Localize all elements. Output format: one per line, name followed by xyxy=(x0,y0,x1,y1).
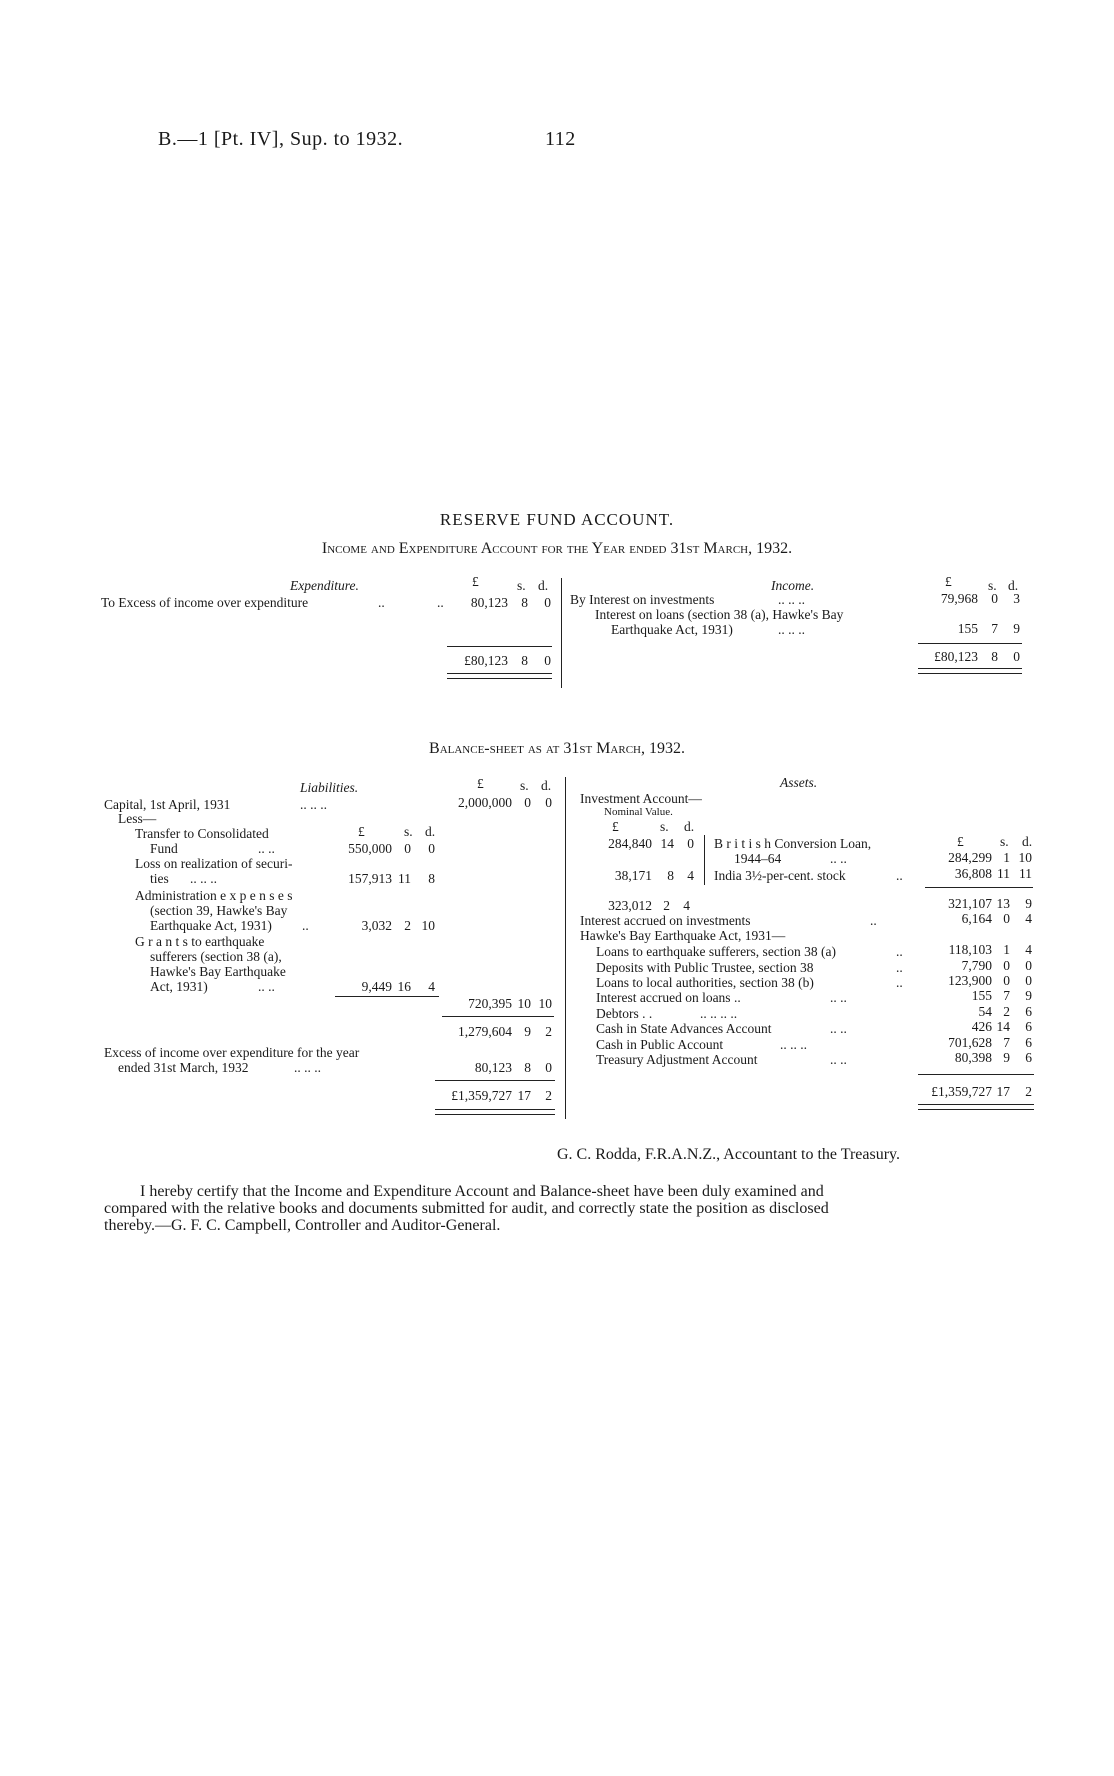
bs-loans-local-shillings: 0 xyxy=(1003,973,1010,988)
bs-int-inv: Interest accrued on investments xyxy=(580,913,751,928)
bs-treasury-dots: .. .. xyxy=(830,1052,847,1067)
bs-inv-total-pence: 9 xyxy=(1025,896,1032,911)
bs-assets-pound-head: £ xyxy=(957,834,964,849)
ie-inc-amt1-shillings: 0 xyxy=(991,591,998,606)
bs-assets-d-head: d. xyxy=(1022,834,1033,849)
bs-admin-a: Administration e x p e n s e s xyxy=(135,888,293,903)
bs-sub-d-head: d. xyxy=(425,824,436,839)
bs-assets-total-pence: 2 xyxy=(1025,1084,1032,1099)
bs-cash-public-shillings: 7 xyxy=(1003,1035,1010,1050)
bs-grants-d: Act, 1931) xyxy=(150,979,208,994)
bs-loans-eq: Loans to earthquake sufferers, section 38 (a) xyxy=(596,944,837,959)
bs-less-rule xyxy=(335,996,439,997)
bs-inv-account: Investment Account— xyxy=(580,791,702,806)
bs-deposits-pounds: 7,790 xyxy=(961,958,992,973)
bs-transfer-dots: .. .. xyxy=(258,841,275,856)
bs-transfer-a: Transfer to Consolidated xyxy=(135,826,269,841)
ie-inc-total-pence: 0 xyxy=(1013,649,1020,664)
bs-grants-a: G r a n t s to earthquake xyxy=(135,934,265,949)
bs-debtors-pounds: 54 xyxy=(978,1004,992,1019)
bs-capital-dots: .. .. .. xyxy=(300,797,327,812)
ie-inc-total-pounds: £80,123 xyxy=(934,649,978,664)
bs-inv2-nom-shillings: 8 xyxy=(667,868,674,883)
bs-assets-total-pounds: £1,359,727 xyxy=(931,1084,992,1099)
bs-debtors-pence: 6 xyxy=(1025,1004,1032,1019)
accountant-signature: G. C. Rodda, F.R.A.N.Z., Accountant to the Treasury. xyxy=(557,1146,900,1163)
bs-liab-s-head: s. xyxy=(520,778,529,793)
bs-deposits: Deposits with Public Trustee, section 38 xyxy=(596,960,814,975)
bs-liab-total-rule xyxy=(435,1080,555,1081)
bs-admin-b: (section 39, Hawke's Bay xyxy=(150,903,288,918)
document-title: RESERVE FUND ACCOUNT. xyxy=(439,510,675,529)
bs-inv-nom-total-pounds: 323,012 xyxy=(608,898,652,913)
bs-loans-eq-shillings: 1 xyxy=(1003,942,1010,957)
ie-exp-d-head: d. xyxy=(538,578,549,593)
bs-assets-double-rule xyxy=(918,1104,1034,1110)
bs-int-loans-pence: 9 xyxy=(1025,988,1032,1003)
bs-treasury-pounds: 80,398 xyxy=(954,1050,992,1065)
bs-inv1-a: B r i t i s h Conversion Loan, xyxy=(714,836,872,851)
bs-liab-total-pounds: £1,359,727 xyxy=(451,1088,512,1103)
bs-treasury-pence: 6 xyxy=(1025,1050,1032,1065)
bs-inv1-nom-pence: 0 xyxy=(687,836,694,851)
bs-capital-pence: 0 xyxy=(545,795,552,810)
expenditure-heading: Expenditure. xyxy=(290,578,359,593)
bs-loss-shillings: 11 xyxy=(398,871,411,886)
bs-sub-s-head: s. xyxy=(404,824,413,839)
ie-inc-line2b: Earthquake Act, 1931) xyxy=(611,622,733,637)
ie-title: Income and Expenditure Account for the Year ended 31st March, 1932. xyxy=(321,540,793,557)
bs-inv-rule xyxy=(925,887,1033,888)
ie-exp-total-pounds: £80,123 xyxy=(464,653,508,668)
bs-debtors-shillings: 2 xyxy=(1003,1004,1010,1019)
bs-inv-nom-total-shillings: 2 xyxy=(663,898,670,913)
certificate-line-1: I hereby certify that the Income and Expenditure Account and Balance-sheet have been duly examined and xyxy=(140,1183,824,1200)
bs-inv2-pounds: 36,808 xyxy=(954,866,992,881)
bs-admin-pounds: 3,032 xyxy=(361,918,392,933)
bs-assets-s-head: s. xyxy=(1000,834,1009,849)
ie-inc-amt2-shillings: 7 xyxy=(991,621,998,636)
bs-debtors-dots: .. .. .. .. xyxy=(700,1006,738,1021)
bs-treasury-shillings: 9 xyxy=(1003,1050,1010,1065)
bs-capital-pounds: 2,000,000 xyxy=(458,795,512,810)
bs-int-inv-pence: 4 xyxy=(1025,911,1032,926)
ie-exp-pound-head: £ xyxy=(472,574,479,589)
bs-loans-local-pence: 0 xyxy=(1025,973,1032,988)
bs-subtotal-shillings: 9 xyxy=(524,1024,531,1039)
bs-loans-local-pounds: 123,900 xyxy=(948,973,992,988)
bs-nom-s-head: s. xyxy=(660,819,669,834)
ie-inc-line2-dots: .. .. .. xyxy=(778,622,805,637)
bs-admin-c: Earthquake Act, 1931) xyxy=(150,918,272,933)
bs-int-loans-dots: .. .. xyxy=(830,990,847,1005)
bs-int-inv-shillings: 0 xyxy=(1003,911,1010,926)
bs-loss-pence: 8 xyxy=(428,871,435,886)
bs-assets-total-shillings: 17 xyxy=(996,1084,1010,1099)
ie-inc-rule xyxy=(918,643,1022,644)
liabilities-heading: Liabilities. xyxy=(300,780,359,795)
bs-sub-pound-head: £ xyxy=(358,824,365,839)
ie-exp-rule xyxy=(447,646,552,647)
ie-inc-line1: By Interest on investments xyxy=(570,592,715,607)
bs-loss-pounds: 157,913 xyxy=(348,871,392,886)
bs-less: Less— xyxy=(118,811,157,826)
ie-inc-s-head: s. xyxy=(988,578,997,593)
bs-inv2-shillings: 11 xyxy=(997,866,1010,881)
bs-inv2-nom-pounds: 38,171 xyxy=(614,868,652,883)
certificate-line-3: thereby.—G. F. C. Campbell, Controller and Auditor-General. xyxy=(104,1217,501,1234)
bs-inv1-pounds: 284,299 xyxy=(948,850,992,865)
bs-inv2: India 3½-per-cent. stock xyxy=(714,868,846,883)
bs-inv-nom-total-pence: 4 xyxy=(683,898,690,913)
ie-inc-line1-dots: .. .. .. xyxy=(778,592,805,607)
assets-heading: Assets. xyxy=(780,775,818,790)
bs-int-loans-shillings: 7 xyxy=(1003,988,1010,1003)
ie-inc-amt1-pounds: 79,968 xyxy=(940,591,978,606)
certificate-line-2: compared with the relative books and documents submitted for audit, and correctly state the position as disclosed xyxy=(104,1200,829,1217)
ie-inc-line2a: Interest on loans (section 38 (a), Hawke's Bay xyxy=(595,607,844,622)
bs-cash-public-pounds: 701,628 xyxy=(948,1035,992,1050)
bs-excess-b: ended 31st March, 1932 xyxy=(118,1060,249,1075)
bs-inv2-pence: 11 xyxy=(1019,866,1032,881)
bs-cash-public-dots: .. .. .. xyxy=(780,1037,807,1052)
ie-exp-line: To Excess of income over expenditure xyxy=(101,595,309,610)
bs-cash-state-pounds: 426 xyxy=(971,1019,992,1034)
bs-loss-dots: .. .. .. xyxy=(190,871,217,886)
bs-loans-eq-pence: 4 xyxy=(1025,942,1032,957)
ie-exp-amount-pence: 0 xyxy=(544,595,551,610)
income-heading: Income. xyxy=(771,578,815,593)
bs-less-total-pounds: 720,395 xyxy=(468,996,512,1011)
bs-column-divider xyxy=(565,777,566,1119)
bs-grants-b: sufferers (section 38 (a), xyxy=(150,949,282,964)
bs-admin-shillings: 2 xyxy=(404,918,411,933)
ie-exp-dots2: .. xyxy=(437,595,444,610)
bs-transfer-b: Fund xyxy=(150,841,178,856)
bs-subtotal-pounds: 1,279,604 xyxy=(458,1024,512,1039)
bs-transfer-pence: 0 xyxy=(428,841,435,856)
bs-excess-shillings: 8 xyxy=(524,1060,531,1075)
page-number: 112 xyxy=(545,128,576,150)
bs-cash-state: Cash in State Advances Account xyxy=(596,1021,772,1036)
bs-loans-local-dots: .. xyxy=(896,975,903,990)
bs-inv-total-shillings: 13 xyxy=(996,896,1010,911)
bs-less-total-pence: 10 xyxy=(538,996,552,1011)
bs-inv1-dots: .. .. xyxy=(830,851,847,866)
bs-int-loans-pounds: 155 xyxy=(971,988,992,1003)
bs-cash-state-dots: .. .. xyxy=(830,1021,847,1036)
bs-liab-pound-head: £ xyxy=(477,776,484,791)
bs-cash-public: Cash in Public Account xyxy=(596,1037,724,1052)
bs-int-loans: Interest accrued on loans .. xyxy=(596,990,741,1005)
ie-exp-amount-pounds: 80,123 xyxy=(470,595,508,610)
bs-grants-dots: .. .. xyxy=(258,979,275,994)
bs-inv2-nom-pence: 4 xyxy=(687,868,694,883)
bs-debtors: Debtors . . xyxy=(596,1006,653,1021)
bs-title: Balance-sheet as at 31st March, 1932. xyxy=(429,740,685,757)
ie-column-divider xyxy=(561,578,562,688)
bs-inv-total-pounds: 321,107 xyxy=(948,896,992,911)
ie-exp-double-rule xyxy=(447,673,552,679)
bs-grants-pounds: 9,449 xyxy=(361,979,392,994)
bs-liab-total-shillings: 17 xyxy=(517,1088,531,1103)
bs-cash-state-pence: 6 xyxy=(1025,1019,1032,1034)
bs-transfer-shillings: 0 xyxy=(404,841,411,856)
bs-inv1-b: 1944–64 xyxy=(734,851,782,866)
bs-excess-a: Excess of income over expenditure for the year xyxy=(104,1045,360,1060)
ie-inc-total-shillings: 8 xyxy=(991,649,998,664)
bs-deposits-pence: 0 xyxy=(1025,958,1032,973)
ie-exp-s-head: s. xyxy=(517,578,526,593)
bs-inv2-dots: .. xyxy=(896,868,903,883)
bs-subtotal-pence: 2 xyxy=(545,1024,552,1039)
ie-inc-d-head: d. xyxy=(1008,578,1019,593)
bs-inv1-pence: 10 xyxy=(1018,850,1032,865)
bs-loss-a: Loss on realization of securi- xyxy=(135,856,293,871)
ie-inc-amt2-pounds: 155 xyxy=(957,621,978,636)
bs-liab-d-head: d. xyxy=(541,778,552,793)
bs-capital-shillings: 0 xyxy=(524,795,531,810)
ie-exp-total-pence: 0 xyxy=(544,653,551,668)
bs-inv1-nom-pounds: 284,840 xyxy=(608,836,652,851)
ie-exp-dots: .. xyxy=(378,595,385,610)
ie-exp-total-shillings: 8 xyxy=(521,653,528,668)
bs-inv-nominal-divider xyxy=(704,835,705,885)
bs-grants-pence: 4 xyxy=(428,979,435,994)
ie-inc-pound-head: £ xyxy=(945,574,952,589)
bs-grants-c: Hawke's Bay Earthquake xyxy=(150,964,286,979)
bs-excess-dots: .. .. .. xyxy=(294,1060,321,1075)
bs-deposits-shillings: 0 xyxy=(1003,958,1010,973)
ie-inc-amt2-pence: 9 xyxy=(1013,621,1020,636)
bs-capital: Capital, 1st April, 1931 xyxy=(104,797,231,812)
bs-int-inv-dots: .. xyxy=(870,913,877,928)
bs-admin-dots: .. xyxy=(302,918,309,933)
bs-excess-pence: 0 xyxy=(545,1060,552,1075)
ie-inc-amt1-pence: 3 xyxy=(1013,591,1020,606)
bs-liab-total-pence: 2 xyxy=(545,1088,552,1103)
bs-nom-d-head: d. xyxy=(684,819,695,834)
bs-loans-eq-dots: .. xyxy=(896,944,903,959)
bs-cash-public-pence: 6 xyxy=(1025,1035,1032,1050)
bs-treasury: Treasury Adjustment Account xyxy=(596,1052,758,1067)
bs-loans-local: Loans to local authorities, section 38 (b) xyxy=(596,975,814,990)
bs-hawkes: Hawke's Bay Earthquake Act, 1931— xyxy=(580,928,786,943)
bs-admin-pence: 10 xyxy=(421,918,435,933)
bs-grants-shillings: 16 xyxy=(397,979,411,994)
ie-inc-double-rule xyxy=(918,668,1022,674)
bs-deposits-dots: .. xyxy=(896,960,903,975)
bs-nom-pound-head: £ xyxy=(612,819,619,834)
bs-nominal-value: Nominal Value. xyxy=(604,806,673,818)
bs-inv1-nom-shillings: 14 xyxy=(660,836,674,851)
bs-int-inv-pounds: 6,164 xyxy=(961,911,992,926)
bs-loans-eq-pounds: 118,103 xyxy=(948,942,992,957)
bs-subtotal-rule xyxy=(442,1016,554,1017)
bs-excess-pounds: 80,123 xyxy=(474,1060,512,1075)
bs-loss-b: ties xyxy=(150,871,169,886)
page-reference: B.—1 [Pt. IV], Sup. to 1932. xyxy=(158,128,404,150)
bs-inv1-shillings: 1 xyxy=(1003,850,1010,865)
bs-liab-double-rule xyxy=(435,1109,555,1115)
bs-transfer-pounds: 550,000 xyxy=(348,841,392,856)
bs-assets-total-rule xyxy=(918,1074,1034,1075)
ie-exp-amount-shillings: 8 xyxy=(521,595,528,610)
bs-cash-state-shillings: 14 xyxy=(996,1019,1010,1034)
bs-less-total-shillings: 10 xyxy=(517,996,531,1011)
